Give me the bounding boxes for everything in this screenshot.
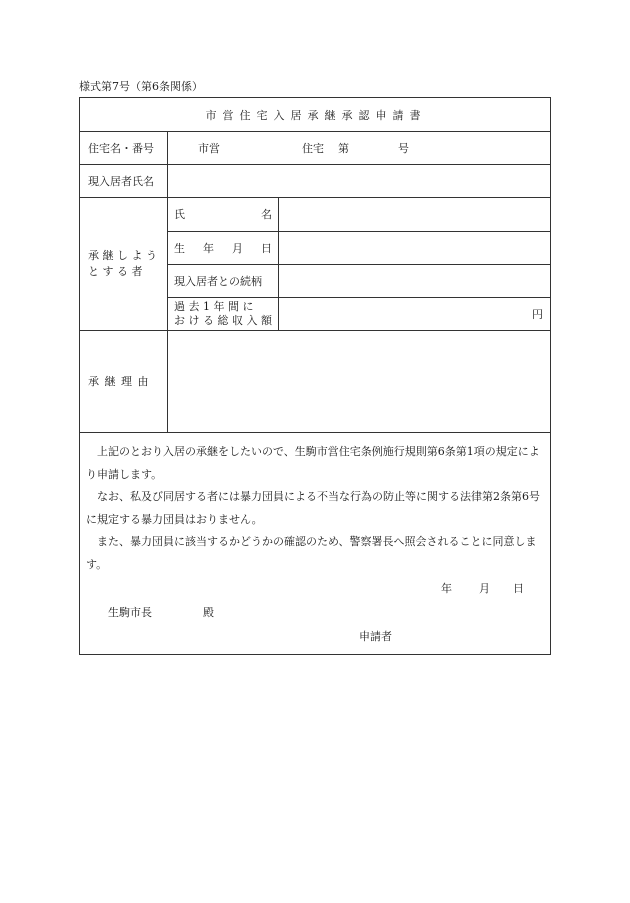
housing-go: 号 xyxy=(398,141,409,155)
successor-label: 承 継 し よ う と す る 者 xyxy=(88,248,157,278)
housing-city-prefix: 市営 xyxy=(198,141,220,155)
housing-dai: 第 xyxy=(338,141,349,155)
reason-field[interactable] xyxy=(168,330,550,432)
resident-label: 現入居者氏名 xyxy=(88,174,154,188)
birth-date-label: 生 年 月 日 xyxy=(174,241,272,255)
date-day: 日 xyxy=(513,582,524,595)
addressee-honorific: 殿 xyxy=(203,606,214,619)
successor-name-label: 氏 名 xyxy=(174,208,272,221)
form-title: 市営住宅入居承継承認申請書 xyxy=(205,108,427,122)
housing-word: 住宅 xyxy=(302,141,324,155)
birth-date-field[interactable] xyxy=(279,231,550,264)
application-form xyxy=(79,97,551,655)
resident-name-field[interactable] xyxy=(168,164,550,197)
successor-name-field[interactable] xyxy=(279,197,550,231)
statement-paragraph-3: また、暴力団員に該当するかどうかの確認のため、警察署長へ照会されることに同意します。 xyxy=(86,535,537,571)
date-year: 年 xyxy=(441,582,452,595)
addressee: 生駒市長 xyxy=(108,606,152,619)
form-number: 様式第7号（第6条関係） xyxy=(79,80,203,93)
income-field[interactable] xyxy=(279,297,550,330)
housing-label: 住宅名・番号 xyxy=(88,141,154,155)
applicant-label: 申請者 xyxy=(359,630,392,643)
relation-label: 現入居者との続柄 xyxy=(174,274,262,288)
statement-paragraph-1: 上記のとおり入居の承継をしたいので、生駒市営住宅条例施行規則第6条第1項の規定により申請します。 xyxy=(86,445,540,481)
date-month: 月 xyxy=(479,582,490,595)
relation-field[interactable] xyxy=(279,264,550,297)
income-label: 過 去 1 年 間 に お け る 総 収 入 額 xyxy=(174,299,272,327)
statement-paragraph-2: なお、私及び同居する者には暴力団員による不当な行為の防止等に関する法律第2条第6号に規定する暴力団員はおりません。 xyxy=(86,490,540,526)
yen-unit: 円 xyxy=(532,307,543,321)
reason-label: 承 継 理 由 xyxy=(88,375,150,388)
divider xyxy=(80,432,550,433)
